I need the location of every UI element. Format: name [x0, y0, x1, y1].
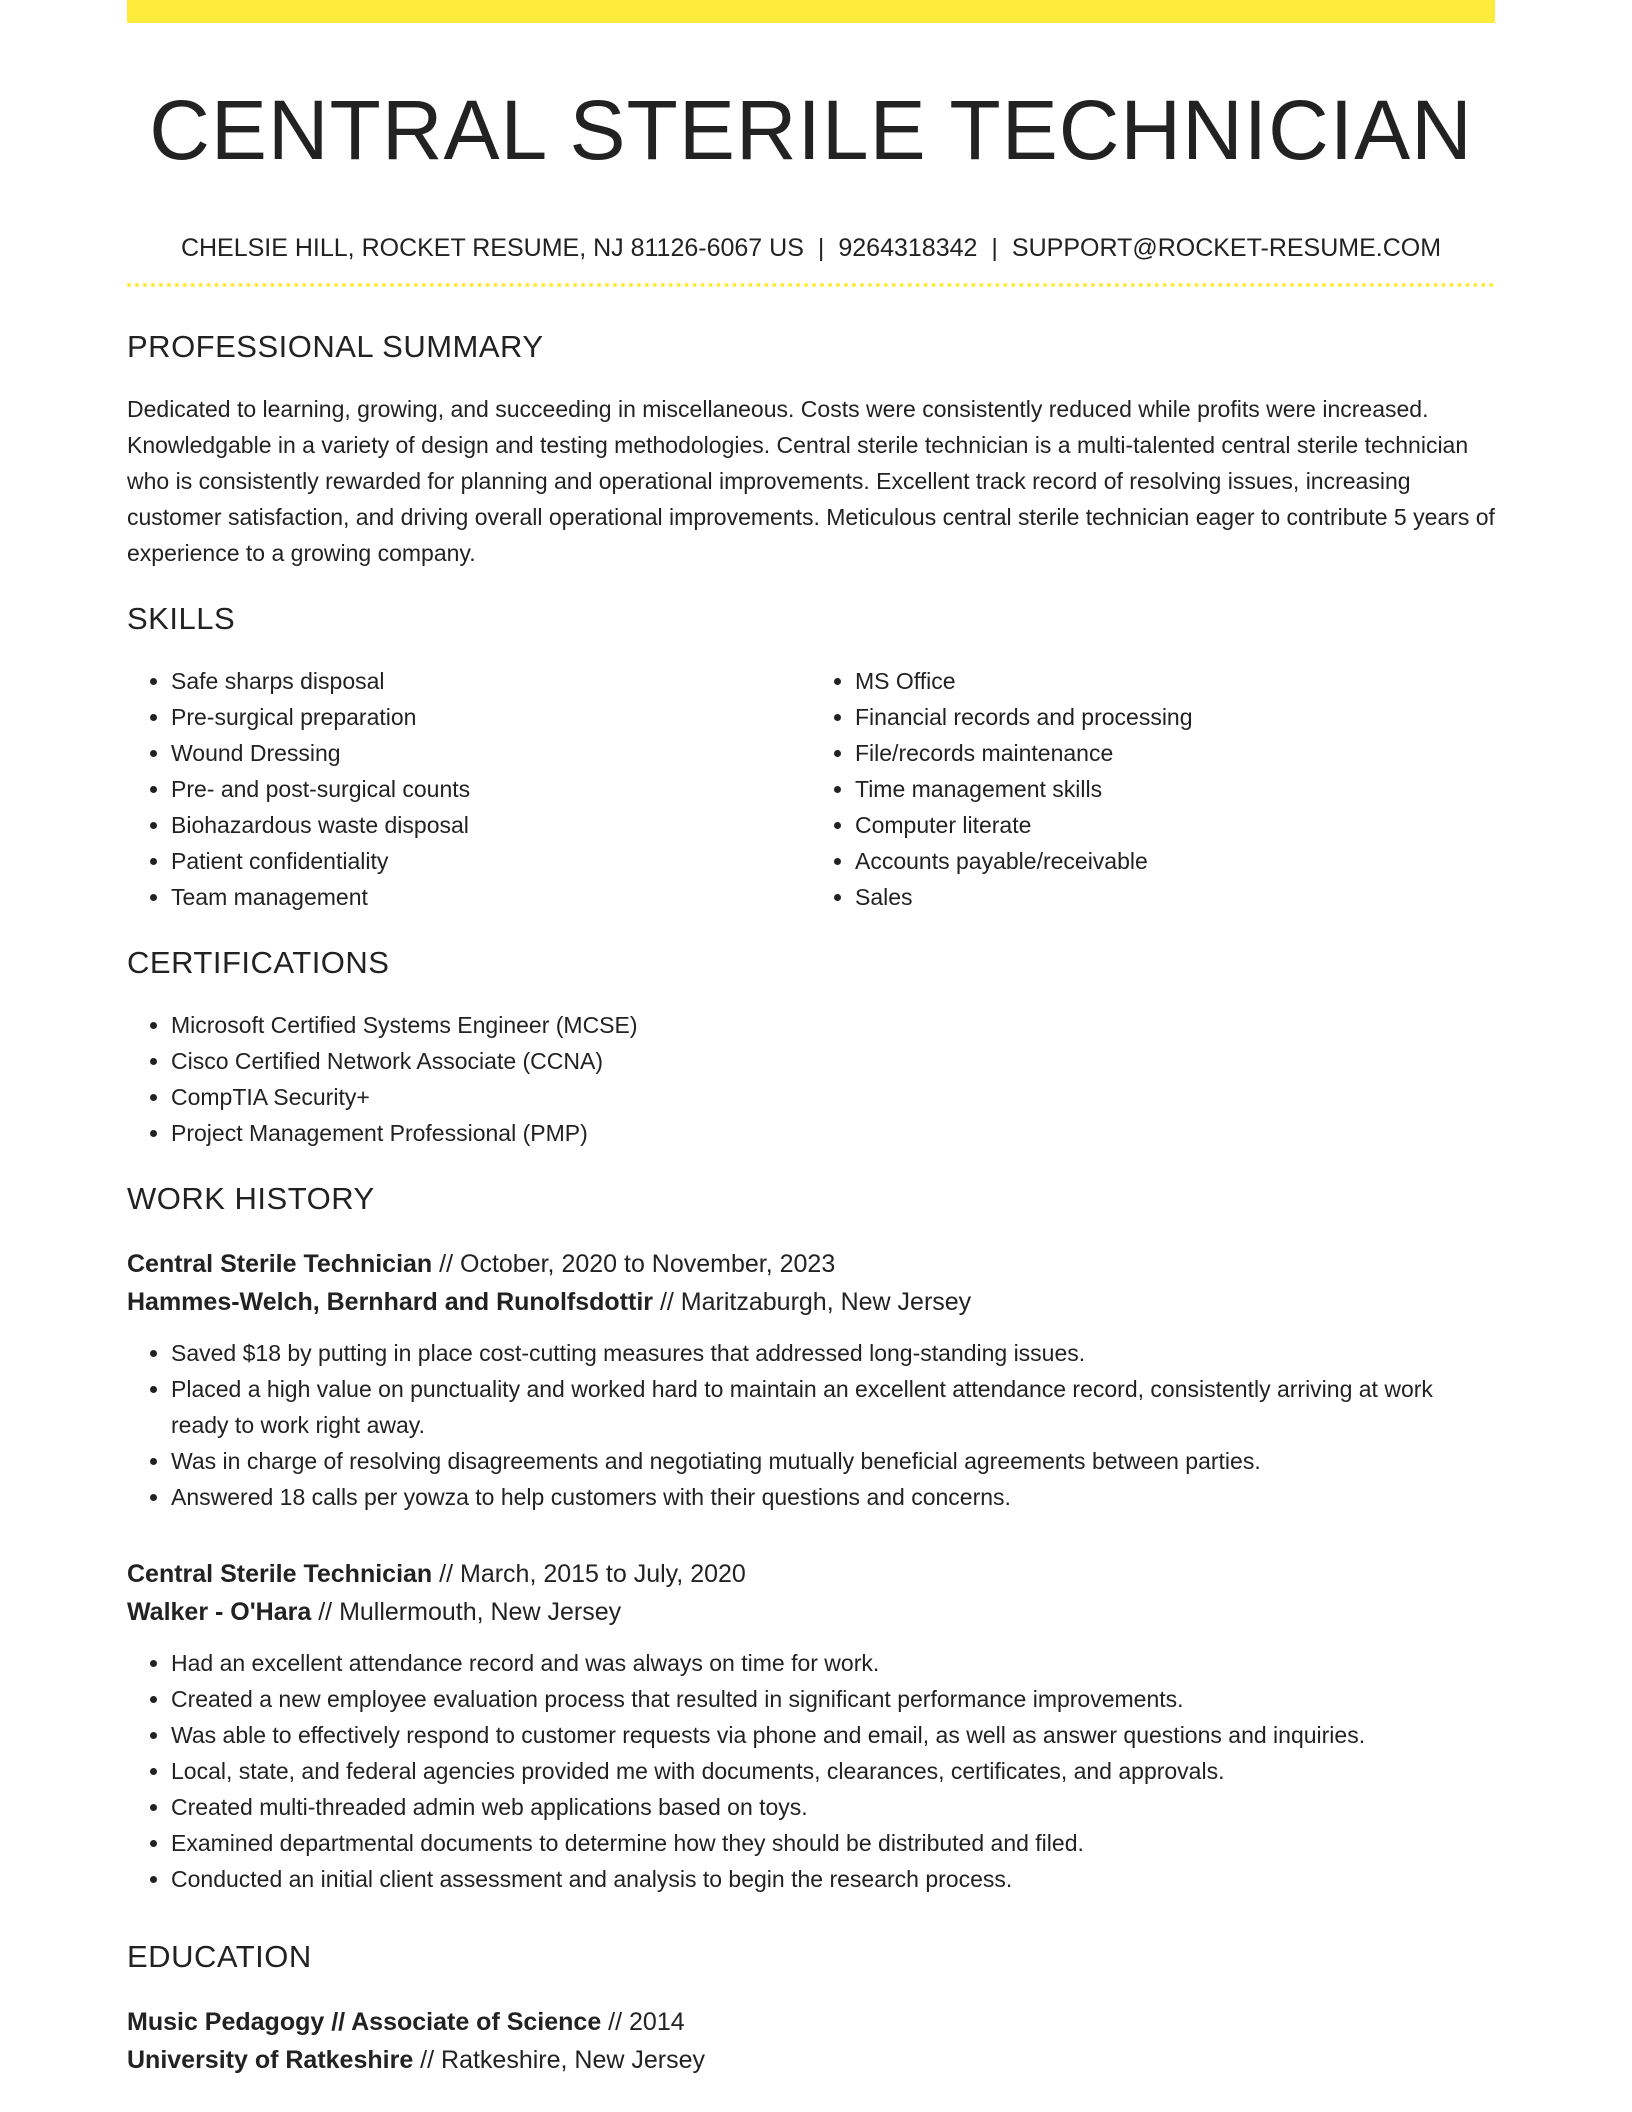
education-school: University of Ratkeshire [127, 2046, 414, 2074]
job-separator: // [653, 1288, 681, 1316]
job-separator: // [311, 1598, 340, 1626]
education-separator: // [413, 2046, 442, 2074]
section-title-skills: SKILLS [127, 601, 236, 636]
summary-text: Dedicated to learning, growing, and succeeding in miscellaneous. Costs were consistently reduced while profits were increased. Knowledgable in a variety of design and testing methodologies. Central sterile technician is a multi-talented central sterile technician who is consistently rewarded for planning and operational improvements. Excellent track record of resolving issues, increasing customer satisfaction, and driving overall operational improvements. Meticulous central sterile technician eager to contribute 5 years of experience to a growing company. [127, 396, 1495, 566]
skill-item: • File/records maintenance [855, 735, 1495, 771]
resume-content [127, 0, 1495, 2079]
job-company: Walker - O'Hara [127, 1598, 312, 1626]
contact-address: CHELSIE HILL, ROCKET RESUME, NJ 81126-6067 US [180, 234, 804, 262]
certification-item: • Microsoft Certified Systems Engineer (MCSE) [171, 1007, 1495, 1043]
certification-item: • Cisco Certified Network Associate (CCNA) [171, 1043, 1495, 1079]
contact-email: SUPPORT@ROCKET-RESUME.COM [1011, 234, 1442, 262]
education-location: Ratkeshire, New Jersey [441, 2046, 705, 2074]
job-separator: // [432, 1250, 460, 1278]
job-bullet: • Created a new employee evaluation process that resulted in significant performance improvements. [171, 1681, 1495, 1717]
section-title-certifications: CERTIFICATIONS [127, 945, 390, 980]
skill-item: • MS Office [855, 663, 1495, 699]
education-degree-line [127, 2003, 1495, 2041]
skill-item: • Time management skills [855, 771, 1495, 807]
job-bullet: • Answered 18 calls per yowza to help customers with their questions and concerns. [171, 1479, 1495, 1515]
job-company-line [127, 1283, 1495, 1321]
skill-item: • Safe sharps disposal [171, 663, 811, 699]
section-title-education: EDUCATION [127, 1939, 312, 1974]
resume-title: CENTRAL STERILE TECHNICIAN [149, 83, 1473, 177]
job-dates: March, 2015 to July, 2020 [460, 1560, 746, 1588]
skill-item: • Patient confidentiality [171, 843, 811, 879]
education-entry [127, 2003, 1495, 2079]
job-location: Mullermouth, New Jersey [339, 1598, 622, 1626]
contact-phone: 9264318342 [838, 234, 978, 262]
skill-item: • Wound Dressing [171, 735, 811, 771]
job-role-line [127, 1555, 1495, 1593]
skill-item: • Accounts payable/receivable [855, 843, 1495, 879]
job-role: Central Sterile Technician [127, 1250, 433, 1278]
job-bullet: • Local, state, and federal agencies provided me with documents, clearances, certificates, and approvals. [171, 1753, 1495, 1789]
education-separator: // [601, 2008, 630, 2036]
section-title-summary: PROFESSIONAL SUMMARY [127, 329, 544, 364]
job-bullet: • Placed a high value on punctuality and worked hard to maintain an excellent attendance record, consistently arriving at work ready to work right away. [171, 1371, 1495, 1443]
skill-item: • Biohazardous waste disposal [171, 807, 811, 843]
job-bullet: • Created multi-threaded admin web applications based on toys. [171, 1789, 1495, 1825]
job-location: Maritzaburgh, New Jersey [680, 1288, 972, 1316]
job-bullets [127, 1645, 1495, 1897]
skills-list-left [127, 663, 811, 915]
contact-separator: | [817, 234, 825, 262]
job-bullet: • Examined departmental documents to determine how they should be distributed and filed. [171, 1825, 1495, 1861]
job-separator: // [432, 1560, 460, 1588]
education-degree: Music Pedagogy // Associate of Science [127, 2008, 602, 2036]
contact-separator: | [991, 234, 998, 262]
skill-item: • Sales [855, 879, 1495, 915]
skill-item: • Financial records and processing [855, 699, 1495, 735]
certification-item: • Project Management Professional (PMP) [171, 1115, 1495, 1151]
job-role: Central Sterile Technician [127, 1560, 433, 1588]
job-company-line [127, 1593, 1495, 1631]
education-school-line [127, 2041, 1495, 2079]
skills-list-right [811, 663, 1495, 915]
job-bullet: • Was in charge of resolving disagreements and negotiating mutually beneficial agreements between parties. [171, 1443, 1495, 1479]
certifications-list [127, 1007, 1495, 1151]
skill-item: • Team management [171, 879, 811, 915]
dotted-divider [127, 283, 1495, 287]
job-role-line [127, 1245, 1495, 1283]
section-title-work-history: WORK HISTORY [127, 1181, 375, 1216]
education-year: 2014 [629, 2008, 685, 2036]
job-dates: October, 2020 to November, 2023 [460, 1250, 836, 1278]
skill-item: • Pre-surgical preparation [171, 699, 811, 735]
skill-item: • Pre- and post-surgical counts [171, 771, 811, 807]
job-bullet: • Saved $18 by putting in place cost-cutting measures that addressed long-standing issues. [171, 1335, 1495, 1371]
job-bullet: • Had an excellent attendance record and was always on time for work. [171, 1645, 1495, 1681]
job-bullets [127, 1335, 1495, 1515]
skills-columns [127, 663, 1495, 915]
job-entry [127, 1245, 1495, 1515]
job-bullet: • Was able to effectively respond to customer requests via phone and email, as well as answer questions and inquiries. [171, 1717, 1495, 1753]
job-entry [127, 1555, 1495, 1897]
job-company: Hammes-Welch, Bernhard and Runolfsdottir [127, 1288, 653, 1316]
certification-item: • CompTIA Security+ [171, 1079, 1495, 1115]
job-bullet: • Conducted an initial client assessment and analysis to begin the research process. [171, 1861, 1495, 1897]
contact-line [127, 230, 1495, 266]
skill-item: • Computer literate [855, 807, 1495, 843]
